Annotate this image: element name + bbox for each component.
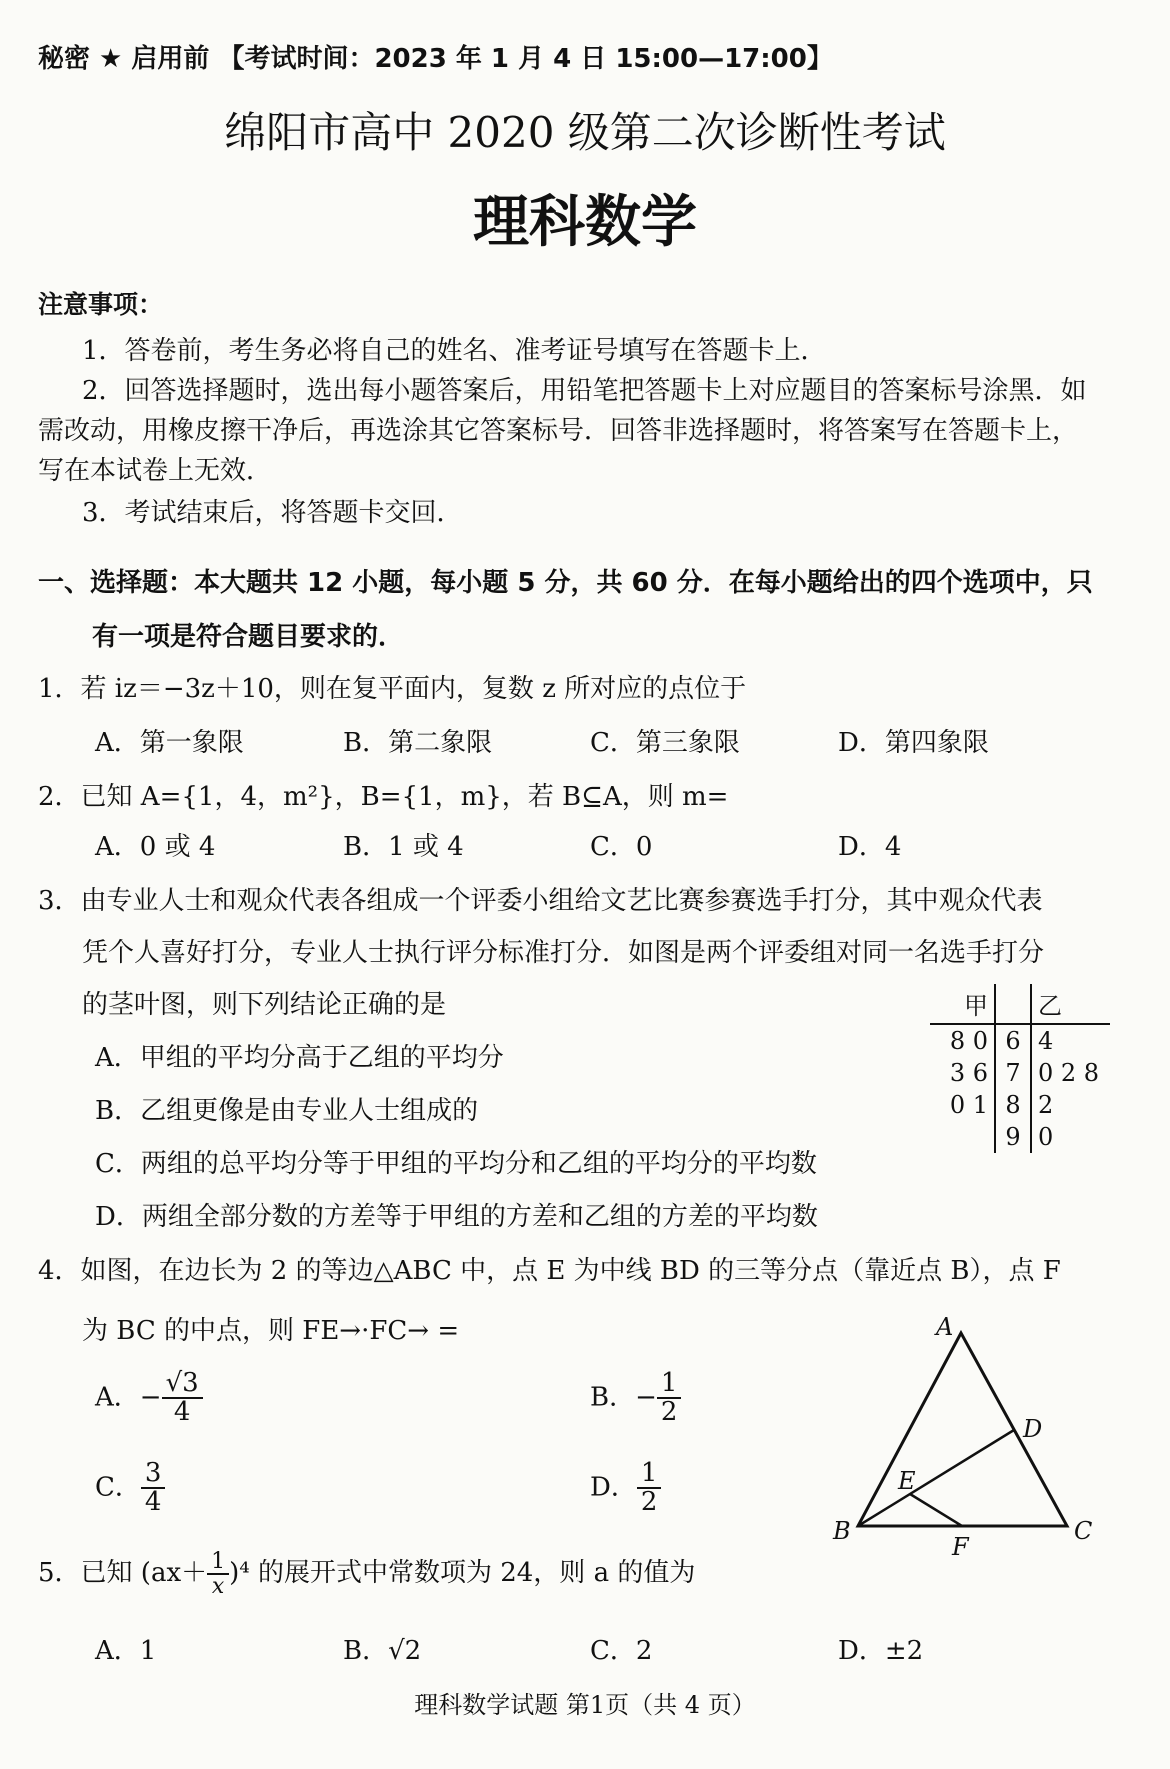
stem-leaf-header: [930, 984, 1110, 1024]
stem-leaf-row: [930, 1121, 1110, 1153]
question-4-line2: 为 BC 的中点，则 FE→·FC→ =: [82, 1316, 460, 1346]
segment-ef: [910, 1494, 962, 1526]
fraction-numerator: 1: [637, 1460, 662, 1489]
q4-option-a-fraction: [162, 1370, 203, 1427]
stem-value: 8: [995, 1089, 1031, 1121]
q3-option-d: D．两组全部分数的方差等于甲组的方差和乙组的方差的平均数: [95, 1202, 818, 1232]
question-4-line1: 4．如图，在边长为 2 的等边△ABC 中，点 E 为中线 BD 的三等分点（靠近点 B），点 F: [38, 1256, 1061, 1286]
exam-school-title: 绵阳市高中 2020 级第二次诊断性考试: [224, 108, 946, 157]
question-3-line3: 的茎叶图，则下列结论正确的是: [82, 990, 447, 1020]
section-heading-line2: 有一项是符合题目要求的．: [92, 622, 405, 652]
stem-value: 7: [995, 1057, 1031, 1089]
group-yi-label: 乙: [1031, 984, 1110, 1024]
fraction-denominator: 2: [640, 1487, 658, 1518]
q1-option-b: B．第二象限: [343, 728, 493, 758]
leaf-right: 0: [1038, 1123, 1054, 1151]
q4-option-a: [95, 1370, 203, 1427]
question-2-stem: 2．已知 A={1，4，m²}，B={1，m}，若 B⊆A，则 m=: [38, 782, 729, 812]
fraction-numerator: 3: [141, 1460, 166, 1489]
q2-option-d: D．4: [838, 832, 902, 862]
question-5-stem: [38, 1550, 695, 1598]
q4-option-b: [590, 1370, 681, 1427]
q3-option-c: C．两组的总平均分等于甲组的平均分和乙组的平均分的平均数: [95, 1149, 817, 1179]
q4-option-d: [590, 1460, 661, 1517]
q1-option-a: A．第一象限: [95, 728, 244, 758]
leaf-right: 2: [1038, 1091, 1054, 1119]
q5-prefix: 5．已知 (ax＋: [38, 1558, 208, 1589]
stem-header: [995, 984, 1031, 1024]
q1-option-c: C．第三象限: [590, 728, 740, 758]
q2-option-c: C．0: [590, 832, 653, 862]
q5-fraction: [207, 1550, 229, 1598]
leaf-right: 4: [1038, 1027, 1054, 1055]
fraction-denominator: x: [211, 1574, 225, 1600]
notice-item-1: 1．答卷前，考生务必将自己的姓名、准考证号填写在答题卡上．: [82, 336, 827, 366]
q3-option-b: B．乙组更像是由专业人士组成的: [95, 1096, 479, 1126]
q4-option-a-label: A．: [95, 1382, 140, 1413]
leaf-left: 8 0: [949, 1027, 988, 1055]
stem-leaf-row: [930, 1089, 1110, 1121]
stem-value: 6: [995, 1024, 1031, 1057]
leaf-left: [930, 1121, 995, 1153]
q5-option-c: C．2: [590, 1636, 653, 1666]
fraction-numerator: 1: [657, 1370, 682, 1399]
q2-option-a: A．0 或 4: [95, 832, 216, 862]
point-e-label: E: [898, 1467, 916, 1495]
fraction-denominator: 4: [173, 1397, 191, 1428]
leaf-left: 3 6: [949, 1059, 988, 1087]
q5-option-d: D．±2: [838, 1636, 924, 1666]
fraction-denominator: 2: [660, 1397, 678, 1428]
leaf-right: 0 2 8: [1038, 1059, 1100, 1087]
q4-option-b-label: B．: [590, 1382, 636, 1413]
fraction-numerator: √3: [162, 1370, 203, 1399]
q5-option-a: A．1: [95, 1636, 157, 1666]
q5-suffix: )⁴ 的展开式中常数项为 24，则 a 的值为: [229, 1558, 696, 1589]
question-1-stem: 1．若 iz＝−3z＋10，则在复平面内，复数 z 所对应的点位于: [38, 674, 747, 704]
question-3-line2: 凭个人喜好打分，专业人士执行评分标准打分．如图是两个评委组对同一名选手打分: [82, 938, 1045, 968]
vertex-b-label: B: [833, 1517, 851, 1545]
q4-option-c-label: C．: [95, 1472, 141, 1503]
q4-option-b-fraction: [657, 1370, 682, 1427]
notice-item-3: 3．考试结束后，将答题卡交回．: [82, 498, 463, 528]
confidential-header: 秘密 ★ 启用前 【考试时间：2023 年 1 月 4 日 15:00—17:00】: [38, 44, 833, 74]
stem-leaf-row: [930, 1057, 1110, 1089]
notice-item-2: 2．回答选择题时，选出每小题答案后，用铅笔把答题卡上对应题目的答案标号涂黑．如: [82, 376, 1087, 406]
point-f-label: F: [952, 1533, 969, 1561]
vertex-c-label: C: [1074, 1517, 1093, 1545]
group-jia-label: 甲: [930, 984, 995, 1024]
q4-option-c-fraction: [141, 1460, 166, 1517]
stem-value: 9: [995, 1121, 1031, 1153]
vertex-a-label: A: [936, 1315, 954, 1341]
median-bd: [858, 1430, 1014, 1526]
leaf-left: 0 1: [949, 1091, 988, 1119]
exam-subject-title: 理科数学: [473, 190, 697, 255]
q4-option-d-fraction: [637, 1460, 662, 1517]
triangle-abc-figure: [820, 1315, 1120, 1565]
q4-option-a-sign: −: [139, 1382, 162, 1413]
q4-option-b-sign: −: [635, 1382, 657, 1413]
notice-heading: 注意事项：: [38, 290, 164, 319]
q4-option-d-label: D．: [590, 1472, 637, 1503]
page-footer: 理科数学试题 第1页（共 4 页）: [414, 1691, 756, 1719]
notice-item-2-cont: 需改动，用橡皮擦干净后，再选涂其它答案标号．回答非选择题时，将答案写在答题卡上，: [38, 416, 1079, 446]
q1-option-d: D．第四象限: [838, 728, 989, 758]
question-3-line1: 3．由专业人士和观众代表各组成一个评委小组给文艺比赛参赛选手打分，其中观众代表: [38, 886, 1043, 916]
q5-option-b: B．√2: [343, 1636, 422, 1666]
fraction-denominator: 4: [144, 1487, 162, 1518]
q4-option-c: [95, 1460, 165, 1517]
notice-item-2-cont2: 写在本试卷上无效．: [38, 456, 273, 486]
stem-leaf-plot: [930, 984, 1110, 1153]
point-d-label: D: [1023, 1415, 1043, 1443]
q2-option-b: B．1 或 4: [343, 832, 464, 862]
section-heading-line1: 一、选择题：本大题共 12 小题，每小题 5 分，共 60 分．在每小题给出的四个选项中，只: [38, 568, 1093, 598]
stem-leaf-row: [930, 1024, 1110, 1057]
q3-option-a: A．甲组的平均分高于乙组的平均分: [95, 1043, 504, 1073]
fraction-numerator: 1: [207, 1550, 229, 1575]
